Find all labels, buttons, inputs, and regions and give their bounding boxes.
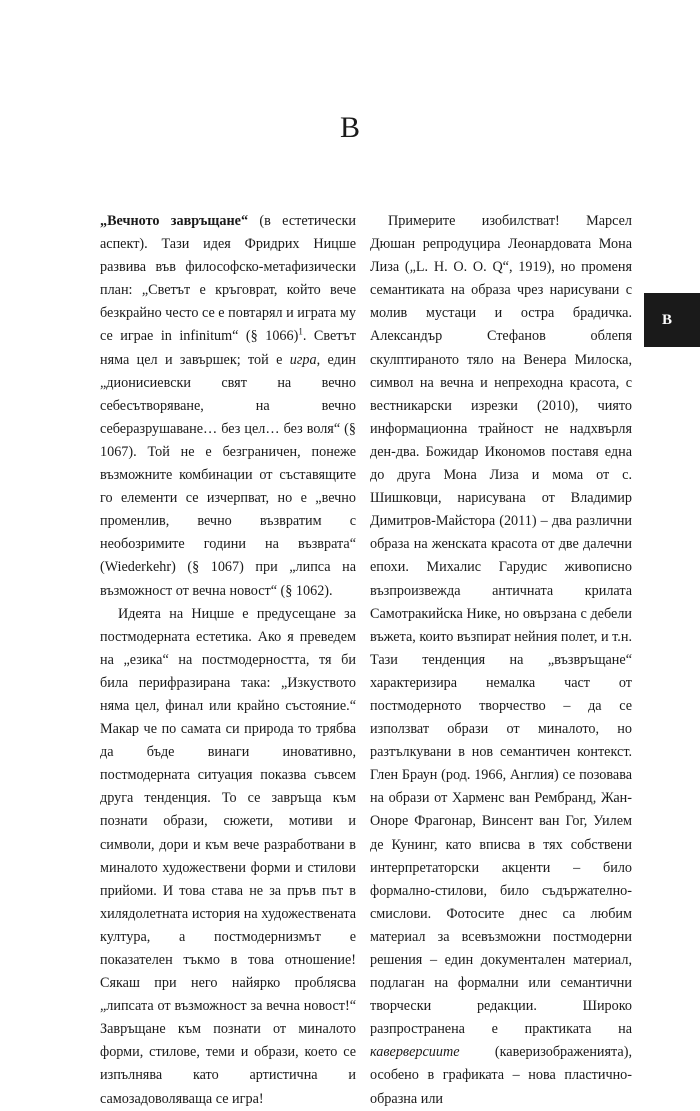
right-text-column [356,210,632,1111]
entry-term: „Вечното завръщане“ [100,213,249,229]
paragraph-nietzsche-idea: Идеята на Ницше е предусещане за постмодерната естетика. Ако я преведем на „езика“ на постмодерността, тя би била перифразирана така: „Изкуството няма цел, финал или крайно състояние.“ Макар че по самата си природа то трябва да бъде винаги иновативно, постмодерната ситуация показва съвсем друга тенденция. То се завръща към познати образи, сюжети, мотиви и символи, дори и към вече разработвани в миналото художествени форми и стилови прийоми. И това става не за пръв път в хилядолетната история на художествената култура, а постмодернизмът е показателен тъкмо в това отношение! Сякаш при него найярко проблясва „липсата от възможност за вечна новост!“ Завръщане към познати от миналото форми, стилове, теми и образи, което се изпълнява като артистична и самозадоволяваща се игра! [100,605,356,1107]
paragraph-text: , един „дионисиевски свят на вечно себесътворяване, на вечно себеразрушаване… без цел… без воля“ (§ 1067). Той не е безграничен, понеже възможните комбинации от съставящите го елементи се изчерпват, но е „вечно променлив, вечно възвратим с необозримите години на възврата“ (Wiederkehr) (§ 1067) при „липса на възможност от вечна новост“ (§ 1062). [100,351,356,599]
thumb-tab-letter: В [661,311,672,328]
footnote-marker: 1 [298,326,303,337]
section-letter-heading: В [339,111,360,144]
paragraph-examples [370,210,632,1111]
emphasis-text: каверверсиите [370,1044,460,1061]
emphasis-text: игра [289,351,317,368]
section-thumb-tab [644,293,700,347]
paragraph-text: (в естетически аспект). Тази идея Фридрих Ницше развива във философско-метафизически план: „Светът е кръговрат, който вече безкрайно често се е повтарял и играта му се играе in infinitum“ (§ 1066) [100,213,356,345]
paragraph-text: Примерите изобилстват! Марсел Дюшан репродуцира Леонардовата Мона Лиза („L. H. O. O. Q“, 1919), но променя семантиката на образа чрез нарисувани с молив мустаци и остра брадичка. Александър Стефанов облепя скулптираното тяло на Венера Милоска, символ на вечна и непреходна красота, с вестникарски изрезки (2010), чиято информационна трайност не надхвърля ден-два. Божидар Икономов поставя една до друга Мона Лиза и мома от с. Шишковци, нарисувана от Владимир Димитров-Майстора (2011) – два различни образа на женската красота от две далечни епохи. Михалис Гарудис живописно възпроизвежда античната крилата Самотракийска Нике, но овързана с дебели въжета, които възпират нейния полет, и т.н. Тази тенденция на „възвръщане“ характеризира немалка част от постмодерното творчество – да се използват образи от миналото, но разтълкувани в нов семантичен контекст. Глен Браун (род. 1966, Англия) се позовава на образи от Харменс ван Рембранд, Жан-Оноре Фрагонар, Винсент ван Гог, Уилем де Кунинг, като вписва в тях собствени интерпретаторски акценти – било формално-стилови, било съдържателно-смислови. Фотосите днес са любим материал за всевъзможни постмодерни решения – един документален материал, подлаган на формални или семантични творчески редакции. Широко разпространена е практиката на [370,213,632,1038]
paragraph-text: (каверизображенията), особено в графиката – нова пластично-образна или [370,1044,632,1107]
left-text-column [100,210,356,1111]
paragraph-eternal-return [100,210,356,603]
paragraph-text: . Светът няма цел и завършек; той е [100,328,356,368]
